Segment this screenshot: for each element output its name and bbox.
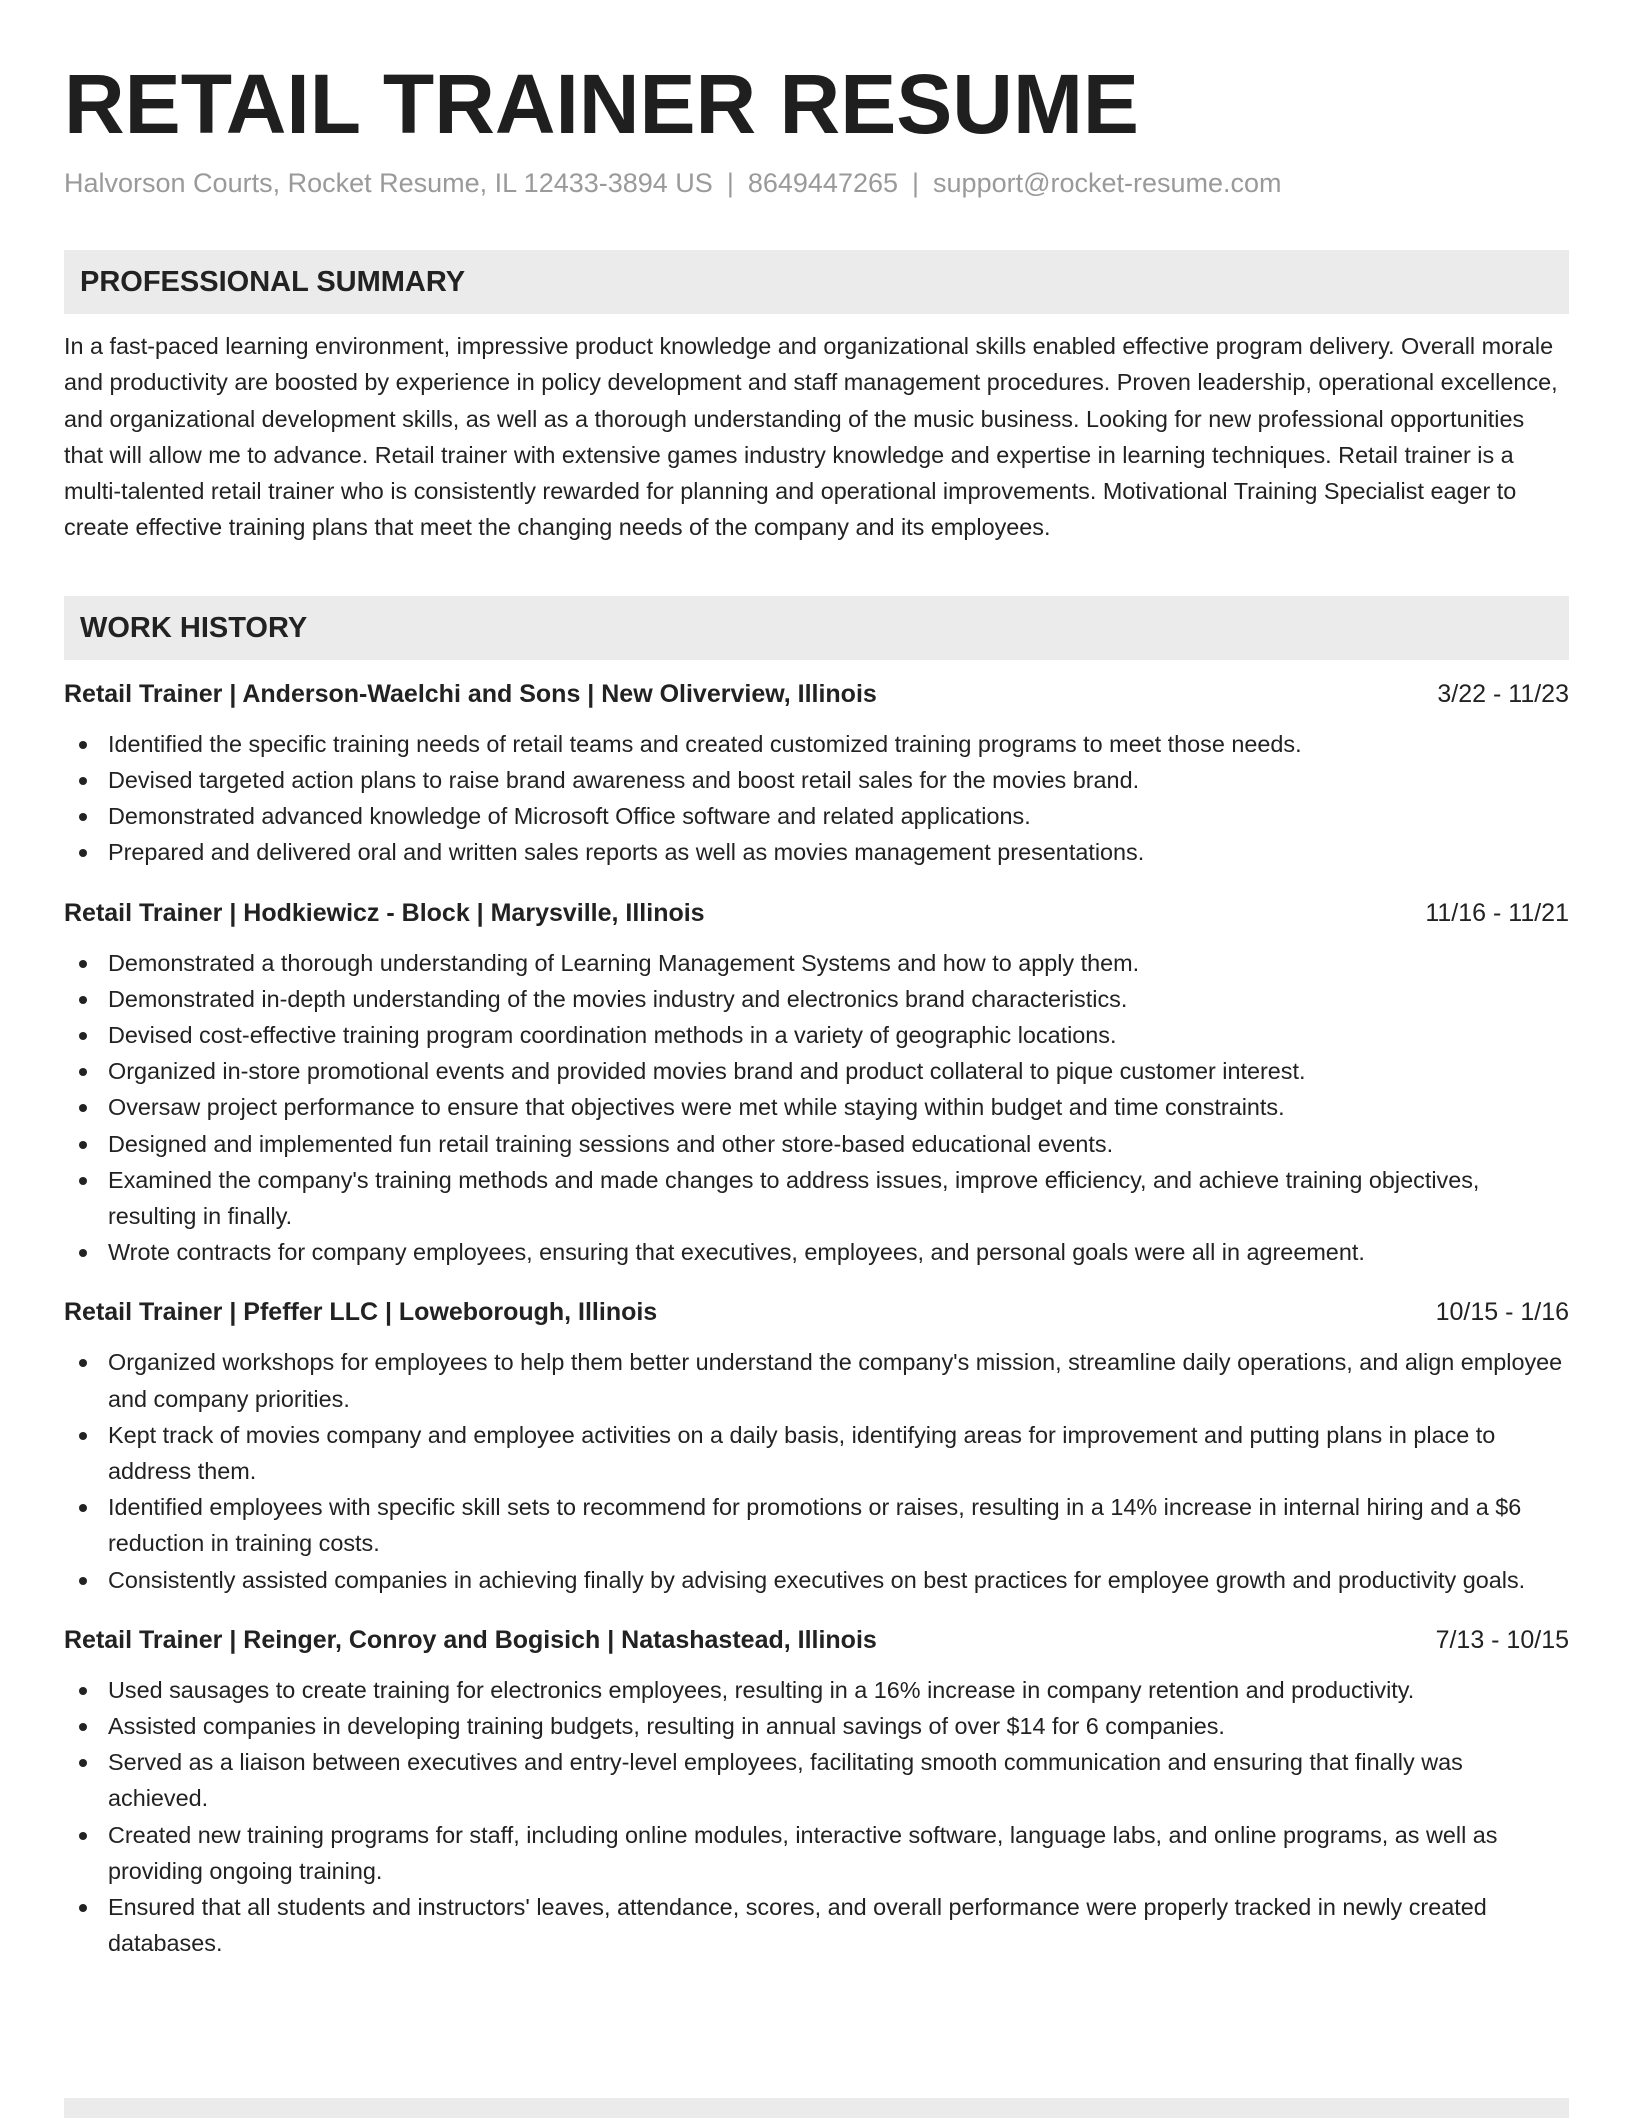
job-dates: 7/13 - 10/15: [1435, 1625, 1569, 1654]
resume-page: [64, 58, 1569, 1961]
section-heading-summary: PROFESSIONAL SUMMARY: [64, 250, 1569, 314]
job-bullet: Consistently assisted companies in achieving finally by advising executives on best practices for employee growth and productivity goals.: [64, 1562, 1569, 1598]
job-bullet: Identified employees with specific skill sets to recommend for promotions or raises, resulting in a 14% increase in internal hiring and a $6 reduction in training costs.: [64, 1489, 1569, 1561]
job-bullet: Demonstrated in-depth understanding of the movies industry and electronics brand characteristics.: [64, 981, 1569, 1017]
section-heading-work-history: WORK HISTORY: [64, 596, 1569, 660]
work-history-list: [64, 676, 1569, 1962]
job-bullet: Devised targeted action plans to raise brand awareness and boost retail sales for the movies brand.: [64, 762, 1569, 798]
job-header: [64, 1622, 1569, 1658]
job-bullet: Organized workshops for employees to help them better understand the company's mission, streamline daily operations, and align employee and company priorities.: [64, 1344, 1569, 1416]
job-bullet: Organized in-store promotional events and provided movies brand and product collateral to pique customer interest.: [64, 1053, 1569, 1089]
job-header: [64, 1294, 1569, 1330]
job-bullet: Examined the company's training methods and made changes to address issues, improve efficiency, and achieve training objectives, resulting in finally.: [64, 1162, 1569, 1234]
job-title: Retail Trainer | Hodkiewicz - Block | Marysville, Illinois: [64, 898, 705, 927]
job-dates: 3/22 - 11/23: [1437, 679, 1569, 708]
job-bullet: Demonstrated a thorough understanding of Learning Management Systems and how to apply them.: [64, 945, 1569, 981]
job-bullet: Kept track of movies company and employee activities on a daily basis, identifying areas for improvement and putting plans in place to address them.: [64, 1417, 1569, 1489]
job-entry: [64, 676, 1569, 871]
contact-address: Halvorson Courts, Rocket Resume, IL 12433-3894 US: [64, 168, 713, 198]
job-bullet: Demonstrated advanced knowledge of Microsoft Office software and related applications.: [64, 798, 1569, 834]
job-header: [64, 676, 1569, 712]
contact-email: support@rocket-resume.com: [933, 168, 1282, 198]
resume-title: RETAIL TRAINER RESUME: [64, 57, 1139, 151]
job-entry: [64, 1294, 1569, 1597]
job-bullet: Oversaw project performance to ensure that objectives were met while staying within budget and time constraints.: [64, 1089, 1569, 1125]
job-title: Retail Trainer | Anderson-Waelchi and Sons | New Oliverview, Illinois: [64, 679, 877, 708]
job-bullet-list: [64, 1344, 1569, 1597]
job-entry: [64, 895, 1569, 1271]
job-dates: 11/16 - 11/21: [1425, 898, 1569, 927]
job-bullet-list: [64, 726, 1569, 871]
contact-phone: 8649447265: [747, 168, 899, 198]
contact-separator: |: [726, 168, 734, 198]
job-bullet: Served as a liaison between executives and entry-level employees, facilitating smooth communication and ensuring that finally was achieved.: [64, 1744, 1569, 1816]
job-header: [64, 895, 1569, 931]
job-bullet-list: [64, 945, 1569, 1271]
job-bullet: Wrote contracts for company employees, ensuring that executives, employees, and personal goals were all in agreement.: [64, 1234, 1569, 1270]
job-bullet: Ensured that all students and instructors' leaves, attendance, scores, and overall performance were properly tracked in newly created databases.: [64, 1889, 1569, 1961]
job-bullet: Devised cost-effective training program coordination methods in a variety of geographic locations.: [64, 1017, 1569, 1053]
job-bullet: Assisted companies in developing training budgets, resulting in annual savings of over $14 for 6 companies.: [64, 1708, 1569, 1744]
job-bullet: Designed and implemented fun retail training sessions and other store-based educational events.: [64, 1126, 1569, 1162]
job-bullet-list: [64, 1672, 1569, 1962]
job-bullet: Used sausages to create training for electronics employees, resulting in a 16% increase in company retention and productivity.: [64, 1672, 1569, 1708]
section-heading-next: [64, 2098, 1569, 2118]
job-entry: [64, 1622, 1569, 1962]
job-bullet: Prepared and delivered oral and written sales reports as well as movies management presentations.: [64, 834, 1569, 870]
job-bullet: Identified the specific training needs of retail teams and created customized training programs to meet those needs.: [64, 726, 1569, 762]
contact-line: [64, 166, 1569, 200]
job-title: Retail Trainer | Pfeffer LLC | Loweborough, Illinois: [64, 1298, 658, 1327]
job-title: Retail Trainer | Reinger, Conroy and Bogisich | Natashastead, Illinois: [64, 1625, 877, 1654]
contact-separator: |: [912, 168, 920, 198]
job-bullet: Created new training programs for staff, including online modules, interactive software, language labs, and online programs, as well as providing ongoing training.: [64, 1817, 1569, 1889]
job-dates: 10/15 - 1/16: [1435, 1298, 1569, 1327]
summary-text: In a fast-paced learning environment, impressive product knowledge and organizational skills enabled effective program delivery. Overall morale and productivity are boosted by experience in policy development and staff management procedures. Proven leadership, operational excellence, and organizational development skills, as well as a thorough understanding of the music business. Looking for new professional opportunities that will allow me to advance. Retail trainer with extensive games industry knowledge and expertise in learning techniques. Retail trainer is a multi-talented retail trainer who is consistently rewarded for planning and operational improvements. Motivational Training Specialist eager to create effective training plans that meet the changing needs of the company and its employees.: [64, 333, 1558, 541]
